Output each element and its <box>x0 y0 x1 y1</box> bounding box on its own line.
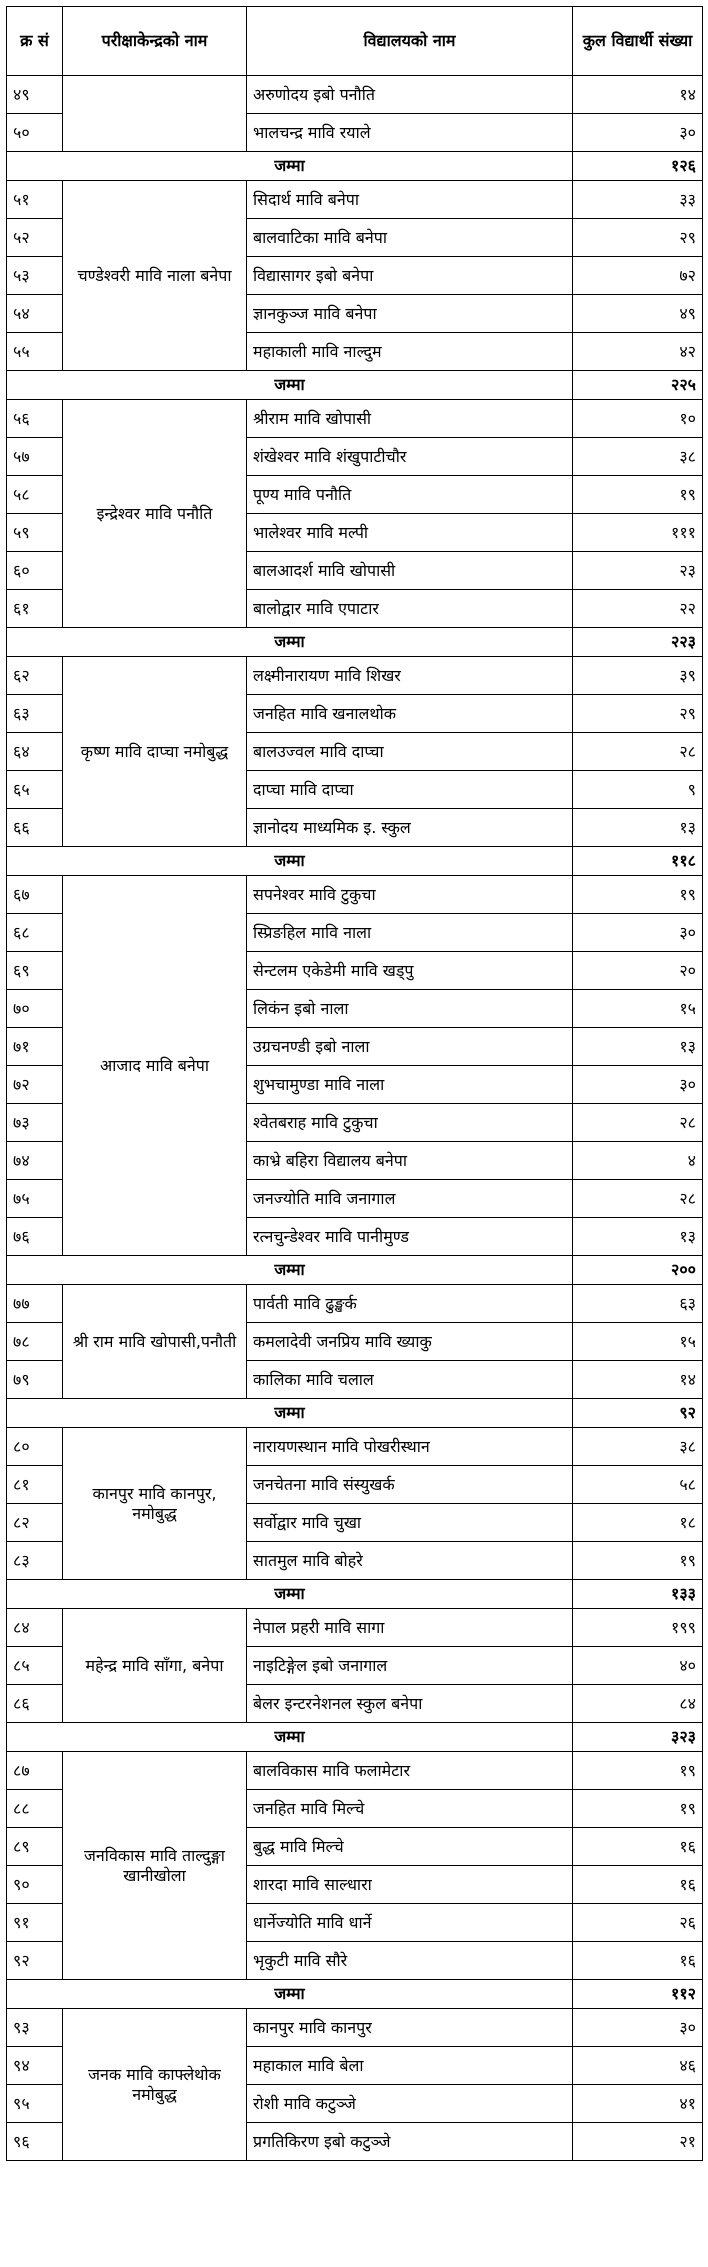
total-label: जम्मा <box>7 371 573 400</box>
school-name: जनहित मावि मिल्चे <box>247 1790 573 1828</box>
table-row <box>7 876 703 914</box>
serial-number: ५७ <box>7 438 63 476</box>
student-count: ४६ <box>573 2047 703 2085</box>
student-count: ३० <box>573 1066 703 1104</box>
school-name: सर्वोद्वार मावि चुखा <box>247 1504 573 1542</box>
school-name: स्प्रिङहिल मावि नाला <box>247 914 573 952</box>
school-name: बालोद्वार मावि एपाटार <box>247 590 573 628</box>
student-count: २० <box>573 952 703 990</box>
serial-number: ८७ <box>7 1752 63 1790</box>
school-name: बेलर इन्टरनेशनल स्कुल बनेपा <box>247 1685 573 1723</box>
student-count: १५ <box>573 990 703 1028</box>
school-name: श्रीराम मावि खोपासी <box>247 400 573 438</box>
school-name: बालविकास मावि फलामेटार <box>247 1752 573 1790</box>
group-total-row <box>7 1256 703 1285</box>
student-count: १४ <box>573 1361 703 1399</box>
serial-number: ९३ <box>7 2009 63 2047</box>
serial-number: ७० <box>7 990 63 1028</box>
serial-number: ७१ <box>7 1028 63 1066</box>
serial-number: ९२ <box>7 1942 63 1980</box>
school-name: ज्ञानोदय माध्यमिक इ. स्कुल <box>247 809 573 847</box>
table-row <box>7 2009 703 2047</box>
serial-number: ५४ <box>7 295 63 333</box>
header-school-name: विद्यालयको नाम <box>247 7 573 76</box>
student-count: २८ <box>573 1104 703 1142</box>
total-label: जम्मा <box>7 1580 573 1609</box>
serial-number: ७७ <box>7 1285 63 1323</box>
student-count: २३ <box>573 552 703 590</box>
group-total-value: २०० <box>573 1256 703 1285</box>
exam-center-name: श्री राम मावि खोपासी,पनौती <box>63 1285 247 1399</box>
serial-number: ७८ <box>7 1323 63 1361</box>
school-name: रत्नचुन्डेश्वर मावि पानीमुण्ड <box>247 1218 573 1256</box>
student-count: १९ <box>573 1752 703 1790</box>
serial-number: ६९ <box>7 952 63 990</box>
student-count: १३ <box>573 1028 703 1066</box>
group-total-value: १३३ <box>573 1580 703 1609</box>
student-count: १६ <box>573 1866 703 1904</box>
serial-number: ७३ <box>7 1104 63 1142</box>
school-name: भालचन्द्र मावि रयाले <box>247 114 573 152</box>
student-count: २९ <box>573 219 703 257</box>
student-count: ४१ <box>573 2085 703 2123</box>
school-name: जनचेतना मावि संस्युखर्क <box>247 1466 573 1504</box>
serial-number: ५५ <box>7 333 63 371</box>
exam-center-name: इन्द्रेश्वर मावि पनौति <box>63 400 247 628</box>
table-row <box>7 1609 703 1647</box>
student-count: १९ <box>573 1542 703 1580</box>
serial-number: ७२ <box>7 1066 63 1104</box>
exam-center-name: महेन्द्र मावि साँगा, बनेपा <box>63 1609 247 1723</box>
school-name: शारदा मावि साल्धारा <box>247 1866 573 1904</box>
school-name: पूण्य मावि पनौति <box>247 476 573 514</box>
serial-number: ८२ <box>7 1504 63 1542</box>
student-count: १५ <box>573 1323 703 1361</box>
school-name: नाइटिङ्गेल इबो जनागाल <box>247 1647 573 1685</box>
school-name: लिकंन इबो नाला <box>247 990 573 1028</box>
serial-number: ८३ <box>7 1542 63 1580</box>
school-name: बालउज्वल मावि दाप्चा <box>247 733 573 771</box>
header-exam-center: परीक्षाकेन्द्रको नाम <box>63 7 247 76</box>
school-name: ज्ञानकुञ्ज मावि बनेपा <box>247 295 573 333</box>
table-row <box>7 1428 703 1466</box>
student-count: ९ <box>573 771 703 809</box>
group-total-value: ११८ <box>573 847 703 876</box>
serial-number: ८४ <box>7 1609 63 1647</box>
school-name: कानपुर मावि कानपुर <box>247 2009 573 2047</box>
exam-center-name: जनविकास मावि ताल्दुङ्गा खानीखोला <box>63 1752 247 1980</box>
serial-number: ५६ <box>7 400 63 438</box>
total-label: जम्मा <box>7 1256 573 1285</box>
group-total-row <box>7 152 703 181</box>
student-count: १८ <box>573 1504 703 1542</box>
student-count: ३० <box>573 114 703 152</box>
group-total-value: ३२३ <box>573 1723 703 1752</box>
student-count: १६ <box>573 1828 703 1866</box>
student-count: ३० <box>573 2009 703 2047</box>
serial-number: ५९ <box>7 514 63 552</box>
serial-number: ७६ <box>7 1218 63 1256</box>
student-count: ८४ <box>573 1685 703 1723</box>
total-label: जम्मा <box>7 1399 573 1428</box>
student-count: २१ <box>573 2123 703 2161</box>
serial-number: ४९ <box>7 76 63 114</box>
school-name: महाकाल मावि बेला <box>247 2047 573 2085</box>
student-count: ४० <box>573 1647 703 1685</box>
group-total-value: ९२ <box>573 1399 703 1428</box>
student-count: ३८ <box>573 438 703 476</box>
school-name: कालिका मावि चलाल <box>247 1361 573 1399</box>
table-row <box>7 657 703 695</box>
serial-number: ९० <box>7 1866 63 1904</box>
school-name: विद्यासागर इबो बनेपा <box>247 257 573 295</box>
student-count: १० <box>573 400 703 438</box>
exam-center-table <box>6 6 703 2161</box>
serial-number: ६० <box>7 552 63 590</box>
school-name: प्रगतिकिरण इबो कटुञ्जे <box>247 2123 573 2161</box>
serial-number: ६६ <box>7 809 63 847</box>
serial-number: ६७ <box>7 876 63 914</box>
student-count: १९ <box>573 1790 703 1828</box>
group-total-value: २२५ <box>573 371 703 400</box>
total-label: जम्मा <box>7 628 573 657</box>
group-total-value: १२६ <box>573 152 703 181</box>
student-count: १११ <box>573 514 703 552</box>
exam-center-name: कृष्ण मावि दाप्चा नमोबुद्ध <box>63 657 247 847</box>
school-name: कमलादेवी जनप्रिय मावि ख्याकु <box>247 1323 573 1361</box>
group-total-value: ११२ <box>573 1980 703 2009</box>
school-name: सिदार्थ मावि बनेपा <box>247 181 573 219</box>
school-name: दाप्चा मावि दाप्चा <box>247 771 573 809</box>
student-count: २२ <box>573 590 703 628</box>
student-count: १९ <box>573 876 703 914</box>
serial-number: ६२ <box>7 657 63 695</box>
school-name: भालेश्वर मावि मल्पी <box>247 514 573 552</box>
header-student-count: कुल विद्यार्थी संख्या <box>573 7 703 76</box>
serial-number: ९१ <box>7 1904 63 1942</box>
school-name: सेन्टलम एकेडेमी मावि खड्पु <box>247 952 573 990</box>
student-count: १९९ <box>573 1609 703 1647</box>
student-count: ४२ <box>573 333 703 371</box>
student-count: ३८ <box>573 1428 703 1466</box>
serial-number: ५० <box>7 114 63 152</box>
group-total-row <box>7 1580 703 1609</box>
serial-number: ९५ <box>7 2085 63 2123</box>
table-row <box>7 400 703 438</box>
total-label: जम्मा <box>7 152 573 181</box>
school-name: जनहित मावि खनालथोक <box>247 695 573 733</box>
student-count: ५८ <box>573 1466 703 1504</box>
student-count: २८ <box>573 733 703 771</box>
school-name: बुद्ध मावि मिल्चे <box>247 1828 573 1866</box>
total-label: जम्मा <box>7 847 573 876</box>
student-count: २८ <box>573 1180 703 1218</box>
table-row <box>7 181 703 219</box>
school-name: श्वेतबराह मावि टुकुचा <box>247 1104 573 1142</box>
serial-number: ८१ <box>7 1466 63 1504</box>
school-name: पार्वती मावि ढुङ्खर्क <box>247 1285 573 1323</box>
student-count: ६३ <box>573 1285 703 1323</box>
group-total-row <box>7 1980 703 2009</box>
header-serial-number: क्र सं <box>7 7 63 76</box>
serial-number: ७४ <box>7 1142 63 1180</box>
school-name: अरुणोदय इबो पनौति <box>247 76 573 114</box>
serial-number: ८६ <box>7 1685 63 1723</box>
serial-number: ५३ <box>7 257 63 295</box>
total-label: जम्मा <box>7 1723 573 1752</box>
student-count: १३ <box>573 809 703 847</box>
school-name: धार्नेज्योति मावि धार्ने <box>247 1904 573 1942</box>
group-total-row <box>7 847 703 876</box>
serial-number: ५८ <box>7 476 63 514</box>
serial-number: ६४ <box>7 733 63 771</box>
exam-center-name: चण्डेश्वरी मावि नाला बनेपा <box>63 181 247 371</box>
student-count: ४९ <box>573 295 703 333</box>
group-total-value: २२३ <box>573 628 703 657</box>
school-name: लक्ष्मीनारायण मावि शिखर <box>247 657 573 695</box>
school-name: जनज्योति मावि जनागाल <box>247 1180 573 1218</box>
group-total-row <box>7 1399 703 1428</box>
group-total-row <box>7 371 703 400</box>
exam-center-name: कानपुर मावि कानपुर, नमोबुद्ध <box>63 1428 247 1580</box>
student-count: १९ <box>573 476 703 514</box>
student-count: ३० <box>573 914 703 952</box>
student-count: ३९ <box>573 657 703 695</box>
serial-number: ७९ <box>7 1361 63 1399</box>
group-total-row <box>7 1723 703 1752</box>
student-count: १६ <box>573 1942 703 1980</box>
serial-number: ५१ <box>7 181 63 219</box>
school-name: बालआदर्श मावि खोपासी <box>247 552 573 590</box>
total-label: जम्मा <box>7 1980 573 2009</box>
serial-number: ८९ <box>7 1828 63 1866</box>
school-name: बालवाटिका मावि बनेपा <box>247 219 573 257</box>
exam-center-name <box>63 76 247 152</box>
student-count: ७२ <box>573 257 703 295</box>
school-name: सपनेश्वर मावि टुकुचा <box>247 876 573 914</box>
student-count: २९ <box>573 695 703 733</box>
school-name: नारायणस्थान मावि पोखरीस्थान <box>247 1428 573 1466</box>
serial-number: ९४ <box>7 2047 63 2085</box>
school-name: शुभचामुण्डा मावि नाला <box>247 1066 573 1104</box>
school-name: शंखेश्वर मावि शंखुपाटीचौर <box>247 438 573 476</box>
school-name: काभ्रे बहिरा विद्यालय बनेपा <box>247 1142 573 1180</box>
serial-number: ६५ <box>7 771 63 809</box>
serial-number: ८८ <box>7 1790 63 1828</box>
serial-number: ८५ <box>7 1647 63 1685</box>
student-count: ४ <box>573 1142 703 1180</box>
serial-number: ५२ <box>7 219 63 257</box>
serial-number: ६१ <box>7 590 63 628</box>
school-name: भृकुटी मावि सौरे <box>247 1942 573 1980</box>
student-count: १३ <box>573 1218 703 1256</box>
serial-number: ७५ <box>7 1180 63 1218</box>
exam-center-name: जनक मावि काफ्लेथोक नमोबुद्ध <box>63 2009 247 2161</box>
school-name: नेपाल प्रहरी मावि सागा <box>247 1609 573 1647</box>
group-total-row <box>7 628 703 657</box>
serial-number: ८० <box>7 1428 63 1466</box>
table-row <box>7 1285 703 1323</box>
header-row <box>7 7 703 76</box>
exam-center-name: आजाद मावि बनेपा <box>63 876 247 1256</box>
school-name: महाकाली मावि नाल्दुम <box>247 333 573 371</box>
table-body <box>7 76 703 2161</box>
student-count: ३३ <box>573 181 703 219</box>
serial-number: ९६ <box>7 2123 63 2161</box>
student-count: २६ <box>573 1904 703 1942</box>
serial-number: ६८ <box>7 914 63 952</box>
student-count: १४ <box>573 76 703 114</box>
serial-number: ६३ <box>7 695 63 733</box>
school-name: सातमुल मावि बोहरे <box>247 1542 573 1580</box>
table-row <box>7 76 703 114</box>
table-row <box>7 1752 703 1790</box>
school-name: उग्रचनण्डी इबो नाला <box>247 1028 573 1066</box>
school-name: रोशी मावि कटुञ्जे <box>247 2085 573 2123</box>
